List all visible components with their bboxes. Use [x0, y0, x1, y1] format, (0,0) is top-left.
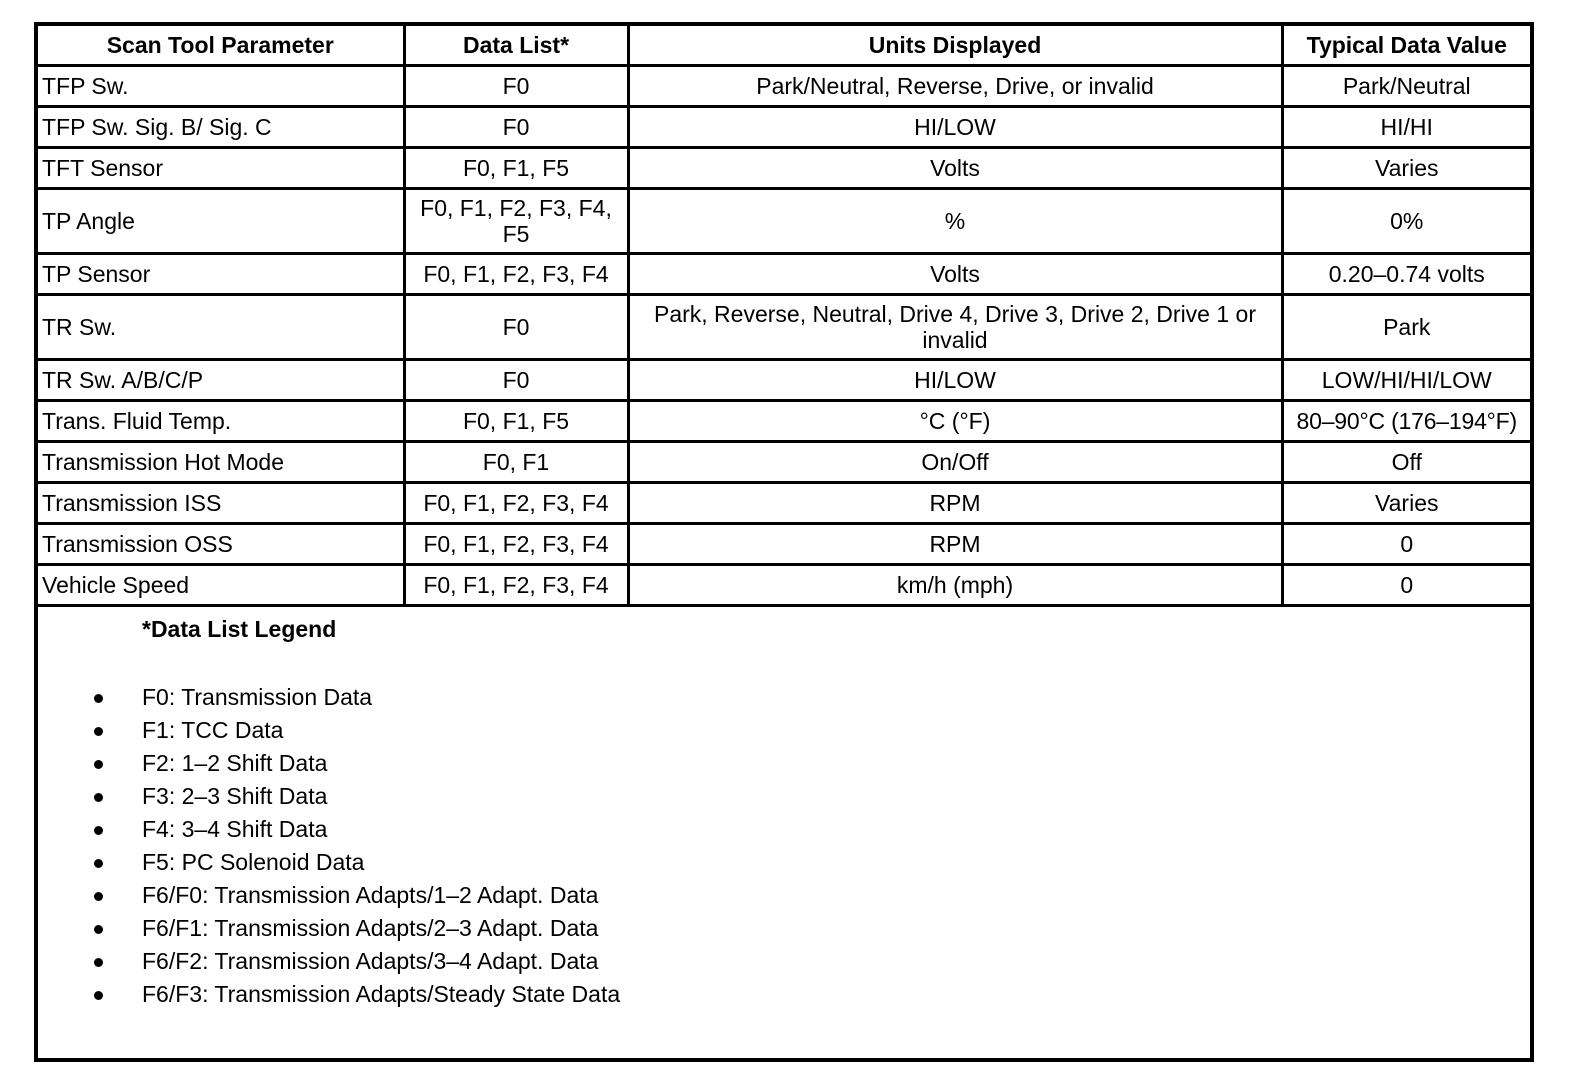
- units-cell: HI/LOW: [628, 360, 1282, 401]
- data-list-cell: F0, F1, F2, F3, F4: [404, 483, 628, 524]
- header-units-displayed: Units Displayed: [628, 26, 1282, 66]
- data-list-cell: F0, F1, F2, F3, F4: [404, 254, 628, 295]
- typical-value-cell: 0: [1282, 565, 1530, 606]
- typical-value-cell: Varies: [1282, 483, 1530, 524]
- parameter-cell: TR Sw.: [38, 295, 404, 360]
- bullet-icon: [94, 694, 103, 703]
- scan-tool-data-document: [34, 22, 1534, 1062]
- legend-title: *Data List Legend: [142, 616, 337, 642]
- legend-item-text: F2: 1–2 Shift Data: [142, 750, 328, 776]
- table-row: [38, 565, 1530, 606]
- bullet-icon: [94, 793, 103, 802]
- units-cell: °C (°F): [628, 401, 1282, 442]
- legend-item-text: F1: TCC Data: [142, 717, 284, 743]
- parameter-cell: TFT Sensor: [38, 148, 404, 189]
- typical-value-cell: Park: [1282, 295, 1530, 360]
- parameter-cell: Transmission ISS: [38, 483, 404, 524]
- parameter-cell: Transmission OSS: [38, 524, 404, 565]
- legend-item-text: F3: 2–3 Shift Data: [142, 783, 328, 809]
- table-header-row: [38, 26, 1530, 66]
- table-row: [38, 360, 1530, 401]
- legend-item-text: F6/F1: Transmission Adapts/2–3 Adapt. Data: [142, 915, 599, 941]
- data-list-cell: F0, F1, F5: [404, 401, 628, 442]
- table-row: [38, 483, 1530, 524]
- units-cell: HI/LOW: [628, 107, 1282, 148]
- bullet-icon: [94, 760, 103, 769]
- data-list-cell: F0, F1, F2, F3, F4: [404, 565, 628, 606]
- units-cell: Park/Neutral, Reverse, Drive, or invalid: [628, 66, 1282, 107]
- typical-value-cell: Off: [1282, 442, 1530, 483]
- data-list-cell: F0, F1, F2, F3, F4: [404, 524, 628, 565]
- parameter-cell: TP Angle: [38, 189, 404, 254]
- bullet-icon: [94, 991, 103, 1000]
- table-row: [38, 148, 1530, 189]
- legend-item-text: F4: 3–4 Shift Data: [142, 816, 328, 842]
- parameter-cell: TFP Sw. Sig. B/ Sig. C: [38, 107, 404, 148]
- table-row: [38, 442, 1530, 483]
- list-item: [38, 846, 1530, 879]
- bullet-icon: [94, 892, 103, 901]
- legend-item-text: F6/F0: Transmission Adapts/1–2 Adapt. Data: [142, 882, 599, 908]
- units-cell: RPM: [628, 524, 1282, 565]
- list-item: [38, 978, 1530, 1011]
- legend-item-text: F6/F2: Transmission Adapts/3–4 Adapt. Data: [142, 948, 599, 974]
- legend-item-text: F6/F3: Transmission Adapts/Steady State Data: [142, 981, 621, 1007]
- legend-item-text: F0: Transmission Data: [142, 684, 373, 710]
- units-cell: %: [628, 189, 1282, 254]
- list-item: [38, 780, 1530, 813]
- list-item: [38, 747, 1530, 780]
- legend-list: [38, 681, 1530, 1011]
- typical-value-cell: Park/Neutral: [1282, 66, 1530, 107]
- legend-item-text: F5: PC Solenoid Data: [142, 849, 365, 875]
- units-cell: On/Off: [628, 442, 1282, 483]
- list-item: [38, 912, 1530, 945]
- data-list-cell: F0: [404, 295, 628, 360]
- bullet-icon: [94, 925, 103, 934]
- typical-value-cell: Varies: [1282, 148, 1530, 189]
- table-row: [38, 254, 1530, 295]
- header-scan-tool-parameter: Scan Tool Parameter: [38, 26, 404, 66]
- list-item: [38, 945, 1530, 978]
- list-item: [38, 813, 1530, 846]
- table-row: [38, 524, 1530, 565]
- scan-tool-parameter-table: [38, 26, 1530, 607]
- units-cell: km/h (mph): [628, 565, 1282, 606]
- bullet-icon: [94, 826, 103, 835]
- typical-value-cell: LOW/HI/HI/LOW: [1282, 360, 1530, 401]
- bullet-icon: [94, 727, 103, 736]
- data-list-cell: F0, F1: [404, 442, 628, 483]
- table-row: [38, 295, 1530, 360]
- data-list-cell: F0, F1, F2, F3, F4, F5: [404, 189, 628, 254]
- parameter-cell: Trans. Fluid Temp.: [38, 401, 404, 442]
- parameter-cell: TP Sensor: [38, 254, 404, 295]
- data-list-cell: F0, F1, F5: [404, 148, 628, 189]
- header-data-list: Data List*: [404, 26, 628, 66]
- parameter-cell: TFP Sw.: [38, 66, 404, 107]
- bullet-icon: [94, 859, 103, 868]
- typical-value-cell: 80–90°C (176–194°F): [1282, 401, 1530, 442]
- parameter-cell: Transmission Hot Mode: [38, 442, 404, 483]
- list-item: [38, 714, 1530, 747]
- typical-value-cell: 0%: [1282, 189, 1530, 254]
- data-list-legend: [38, 607, 1530, 1011]
- parameter-cell: TR Sw. A/B/C/P: [38, 360, 404, 401]
- units-cell: Volts: [628, 148, 1282, 189]
- typical-value-cell: HI/HI: [1282, 107, 1530, 148]
- bullet-icon: [94, 958, 103, 967]
- typical-value-cell: 0.20–0.74 volts: [1282, 254, 1530, 295]
- data-list-cell: F0: [404, 360, 628, 401]
- header-typical-data-value: Typical Data Value: [1282, 26, 1530, 66]
- list-item: [38, 681, 1530, 714]
- list-item: [38, 879, 1530, 912]
- table-row: [38, 401, 1530, 442]
- data-list-cell: F0: [404, 66, 628, 107]
- table-row: [38, 66, 1530, 107]
- units-cell: Volts: [628, 254, 1282, 295]
- table-row: [38, 107, 1530, 148]
- typical-value-cell: 0: [1282, 524, 1530, 565]
- parameter-cell: Vehicle Speed: [38, 565, 404, 606]
- units-cell: Park, Reverse, Neutral, Drive 4, Drive 3, Drive 2, Drive 1 or invalid: [628, 295, 1282, 360]
- table-row: [38, 189, 1530, 254]
- units-cell: RPM: [628, 483, 1282, 524]
- data-list-cell: F0: [404, 107, 628, 148]
